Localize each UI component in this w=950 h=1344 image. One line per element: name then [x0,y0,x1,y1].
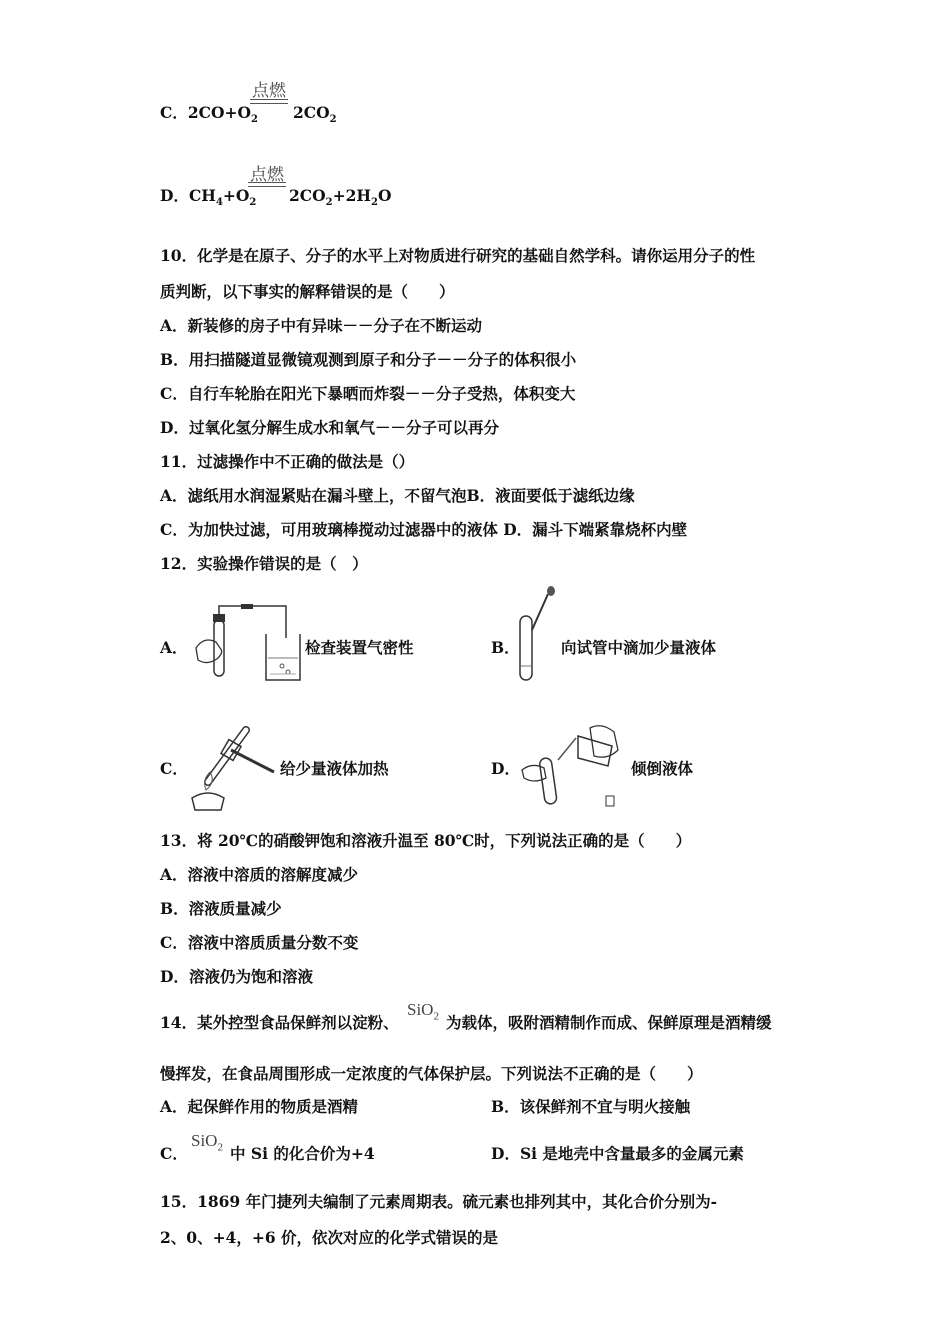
q13-option-d: D．溶液仍为饱和溶液 [160,967,313,986]
q14-option-a: A．起保鲜作用的物质是酒精 [160,1097,359,1116]
q14-c-label: C． [160,1144,188,1163]
q9-c-equals-sign [250,99,288,104]
q14-option-b: B．该保鲜剂不宜与明火接触 [491,1097,691,1116]
q9-d-reactants: $CH_4+O_2$ [188,186,257,209]
q9-d-products: $2CO_2+2H_2O$ [289,186,392,209]
q13-option-c: C．溶液中溶质质量分数不变 [160,933,359,952]
q12-a-label: A． [160,638,188,657]
q9-c-reactants: $2CO+O_2$ [187,103,258,126]
q11-stem: 11．过滤操作中不正确的做法是（） [160,452,415,471]
q11-options-line1: A．滤纸用水润湿紧贴在漏斗壁上，不留气泡B．液面要低于滤纸边缘 [160,486,635,505]
q9-c-products: $2CO_2$ [293,103,337,126]
q12-b-label: B． [491,638,520,657]
q9-d-equals-sign [248,182,286,187]
q14-c-sio2-formula: SiO$_2$ [191,1131,223,1154]
q10-option-c: C．自行车轮胎在阳光下暴晒而炸裂－－分子受热，体积变大 [160,384,576,403]
q9-c-condition: 点燃 [252,81,286,101]
q10-stem-line1: 10．化学是在原子、分子的水平上对物质进行研究的基础自然学科。请你运用分子的性 [160,246,756,265]
q9-option-c [160,103,258,130]
airtightness-check-figure [186,596,301,686]
q15-stem-line1: 15．1869 年门捷列夫编制了元素周期表。硫元素也排列其中，其化合价分别为- [160,1192,718,1211]
q12-d-label: D． [491,759,520,778]
q15-stem-line2: 2、0、+4，+6 价，依次对应的化学式错误的是 [160,1228,499,1247]
q9-d-label: D． [160,186,189,205]
q12-a-text: 检查装置气密性 [305,638,414,657]
q12-b-text: 向试管中滴加少量液体 [561,638,717,657]
pouring-liquid-figure [518,722,628,812]
q10-stem-line2: 质判断，以下事实的解释错误的是（ ） [160,282,455,301]
q10-option-a: A．新装修的房子中有异味－－分子在不断运动 [160,316,483,335]
q13-option-b: B．溶液质量减少 [160,899,282,918]
q14-stem-line2: 慢挥发，在食品周围形成一定浓度的气体保护层。下列说法不正确的是（ ） [160,1064,703,1083]
q14-option-d: D．Si 是地壳中含量最多的金属元素 [491,1144,744,1163]
q14-sio2-formula: SiO$_2$ [407,1000,439,1023]
q14-c-text: 中 Si 的化合价为+4 [230,1144,375,1163]
q9-d-condition: 点燃 [250,165,284,185]
q11-options-line2: C．为加快过滤，可用玻璃棒搅动过滤器中的液体 D．漏斗下端紧靠烧杯内壁 [160,520,688,539]
q13-option-a: A．溶液中溶质的溶解度减少 [160,865,359,884]
q14-stem-post: 为载体，吸附酒精制作而成、保鲜原理是酒精缓 [446,1013,772,1032]
q12-c-label: C． [160,759,188,778]
q10-option-d: D．过氧化氢分解生成水和氧气－－分子可以再分 [160,418,499,437]
q13-stem: 13．将 20℃的硝酸钾饱和溶液升温至 80℃时，下列说法正确的是（ ） [160,831,692,850]
dropper-test-tube-figure [518,586,558,684]
q12-stem: 12．实验操作错误的是（ ） [160,554,368,573]
q9-c-label: C． [160,103,188,122]
q14-stem-pre: 14．某外控型食品保鲜剂以淀粉、 [160,1013,399,1032]
q12-c-text: 给少量液体加热 [280,759,389,778]
q9-option-d [160,186,256,213]
q10-option-b: B．用扫描隧道显微镜观测到原子和分子－－分子的体积很小 [160,350,577,369]
q12-d-text: 倾倒液体 [631,759,694,778]
heating-liquid-figure [186,720,281,812]
